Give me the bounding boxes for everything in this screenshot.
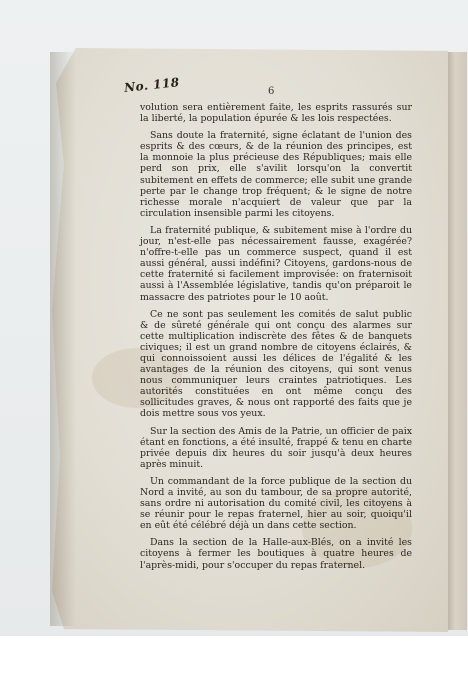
page-binding-shadow — [50, 52, 76, 626]
page-number: 6 — [268, 86, 275, 97]
page-edge — [446, 52, 467, 630]
handwritten-mark: No. 118 — [123, 75, 181, 95]
paragraph: Sans doute la fraternité, signe éclatant de l'union des esprits & des cœurs, & de la réunion des principes, est la monnoie la plus précieuse des Républiques; mais elle perd son prix, elle s'avilit lorsqu'on la convertit subitement en effets de commerce; elle subit une grande perte par le change trop fréquent; & le signe de notre richesse morale n'acquiert de valeur que par la circulation insensible parmi les citoyens. — [140, 130, 412, 219]
paragraph: Sur la section des Amis de la Patrie, un officier de paix étant en fonctions, a été insulté, frappé & tenu en charte privée depuis dix heures du soir jusqu'à deux heures après minuit. — [140, 425, 412, 470]
paragraph: volution sera entièrement faite, les esprits rassurés sur la liberté, la population épurée & les lois respectées. — [140, 102, 412, 125]
paragraph: Dans la section de la Halle-aux-Blés, on a invité les citoyens à fermer les boutiques à quatre heures de l'après-midi, pour s'occuper du repas fraternel. — [140, 537, 412, 571]
paragraph: Un commandant de la force publique de la section du Nord a invité, au son du tambour, de sa propre autorité, sans ordre ni autorisation du comité civil, les citoyens à se réunir pour le repas fraternel, hier au soir, quoiqu'il en eût été célébré déjà un dans cette section. — [140, 475, 412, 532]
paragraph: La fraternité publique, & subitement mise à l'ordre du jour, n'est-elle pas nécessairement fausse, exagérée? n'offre-t-elle pas un commerce suspect, quand il est aussi général, aussi indéfini? Citoyens, gardons-nous de cette fraternité si facilement improvisée: on fraternisoit aussi à l'Assemblée législative, tandis qu'on préparoit le massacre des patriotes pour le 10 août. — [140, 224, 412, 303]
document-body — [140, 102, 412, 577]
paragraph: Ce ne sont pas seulement les comités de salut public & de sûreté générale qui ont conçu des alarmes sur cette multiplication indiscrète des fêtes & de banquets civiques; il est un grand nombre de citoyens éclairés, & qui connoissoient aussi les délices de l'égalité & les avantages de la réunion des citoyens, qui sont venus nous communiquer leurs craintes patriotiques. Les autorités constituées en ont même conçu des sollicitudes graves, & nous ont rapporté des faits que je dois mettre sous vos yeux. — [140, 308, 412, 420]
